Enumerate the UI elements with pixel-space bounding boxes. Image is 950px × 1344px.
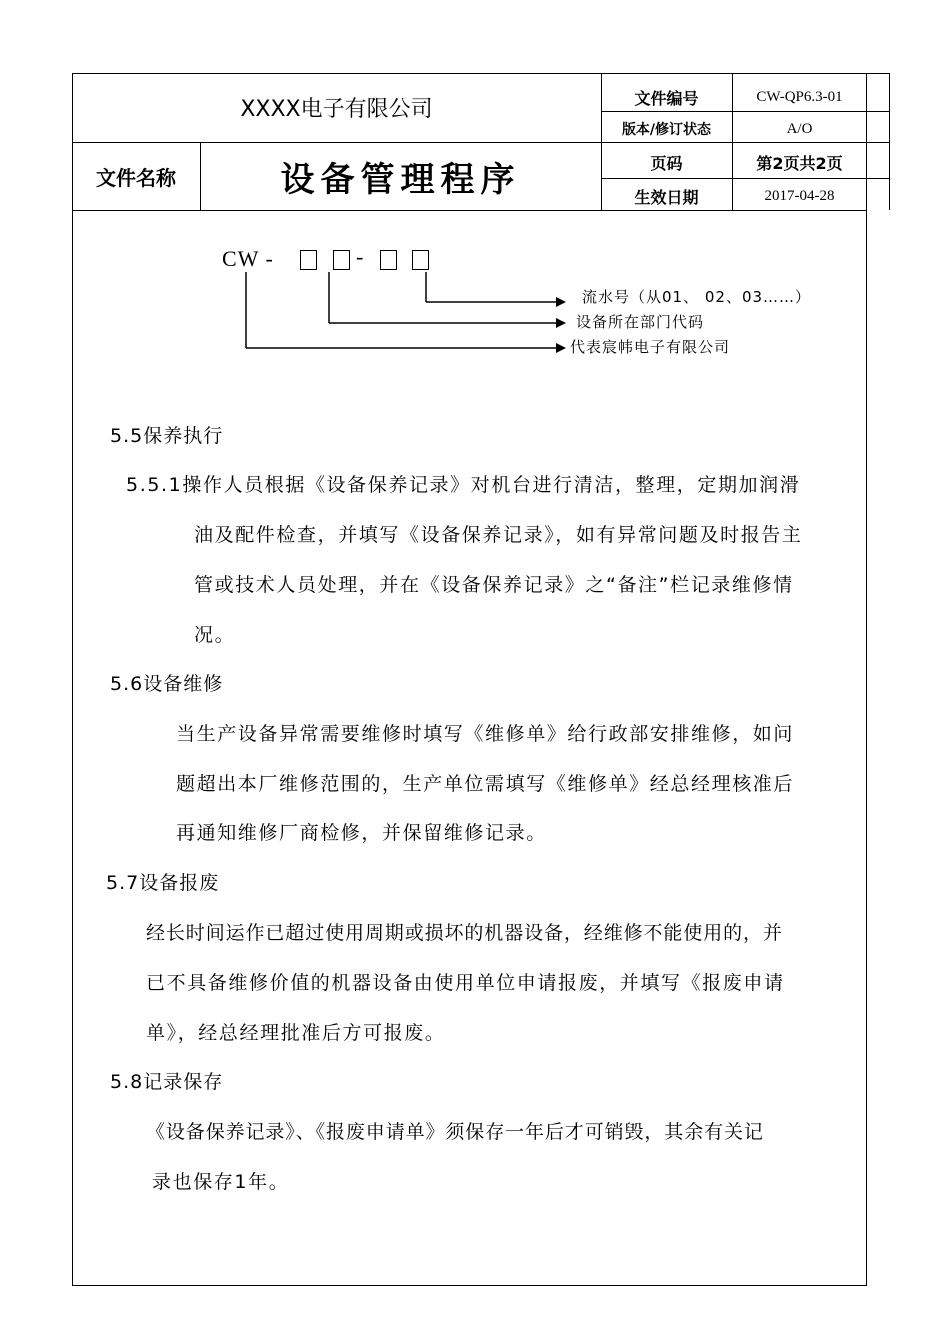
header-divider-bottom	[72, 210, 867, 211]
code-box-2	[333, 250, 350, 270]
doc-number-value: CW-QP6.3-01	[756, 89, 843, 105]
section-5-5-line: 油及配件检查，并填写《设备保养记录》，如有异常问题及时报告主	[194, 524, 803, 546]
section-5-5-line: 管或技术人员处理，并在《设备保养记录》之“备注”栏记录维修情	[194, 574, 794, 596]
section-5-6-heading: 5.6设备维修	[110, 673, 224, 695]
header-right-top-edge	[867, 73, 889, 74]
page-label: 页码	[650, 153, 683, 173]
version-value: A/O	[786, 120, 813, 137]
section-5-7-line: 经长时间运作已超过使用周期或损坏的机器设备，经维修不能使用的，并	[146, 922, 783, 944]
annotation-department: 设备所在部门代码	[576, 313, 705, 331]
section-5-7-line: 已不具备维修价值的机器设备由使用单位申请报废，并填写《报废申请	[146, 972, 785, 994]
section-5-7-heading: 5.7设备报废	[106, 872, 220, 894]
section-5-5-line: 况。	[194, 624, 236, 646]
doc-title: 设备管理程序	[280, 159, 521, 200]
section-5-5-line: 5.5.1操作人员根据《设备保养记录》对机台进行清洁，整理，定期加润滑	[126, 474, 801, 496]
section-5-6-line: 当生产设备异常需要维修时填写《维修单》给行政部安排维修，如问	[176, 723, 795, 745]
section-5-6-line: 题超出本厂维修范围的，生产单位需填写《维修单》经总经理核准后	[176, 773, 795, 795]
effective-date-label: 生效日期	[634, 187, 699, 207]
section-5-8-line: 录也保存1年。	[152, 1171, 290, 1193]
annotation-company: 代表宸帏电子有限公司	[570, 338, 731, 356]
section-5-6-line: 再通知维修厂商检修，并保留维修记录。	[176, 822, 547, 844]
annotation-serial: 流水号（从01、 02、03……）	[582, 288, 812, 306]
page-value: 第2页共2页	[756, 153, 843, 173]
header-right-edge	[889, 73, 890, 210]
code-box-4	[412, 250, 429, 270]
section-5-5-heading: 5.5保养执行	[110, 425, 224, 447]
header-divider-bottom-right	[601, 178, 889, 179]
doc-name-label: 文件名称	[96, 165, 176, 190]
code-box-1	[300, 250, 317, 270]
doc-number-label: 文件编号	[634, 89, 699, 108]
header-divider-top-right	[601, 111, 889, 112]
version-label: 版本/修订状态	[621, 122, 712, 138]
code-prefix: CW -	[222, 246, 274, 271]
code-box-3	[380, 250, 397, 270]
section-5-8-line: 《设备保养记录》、《报废申请单》须保存一年后才可销毁，其余有关记	[146, 1121, 764, 1143]
section-5-7-line: 单》，经总经理批准后方可报废。	[146, 1022, 446, 1044]
effective-date-value: 2017-04-28	[764, 187, 835, 204]
section-5-8-heading: 5.8记录保存	[110, 1071, 224, 1093]
code-dash: -	[356, 244, 364, 269]
company-name: XXXX电子有限公司	[240, 97, 433, 122]
